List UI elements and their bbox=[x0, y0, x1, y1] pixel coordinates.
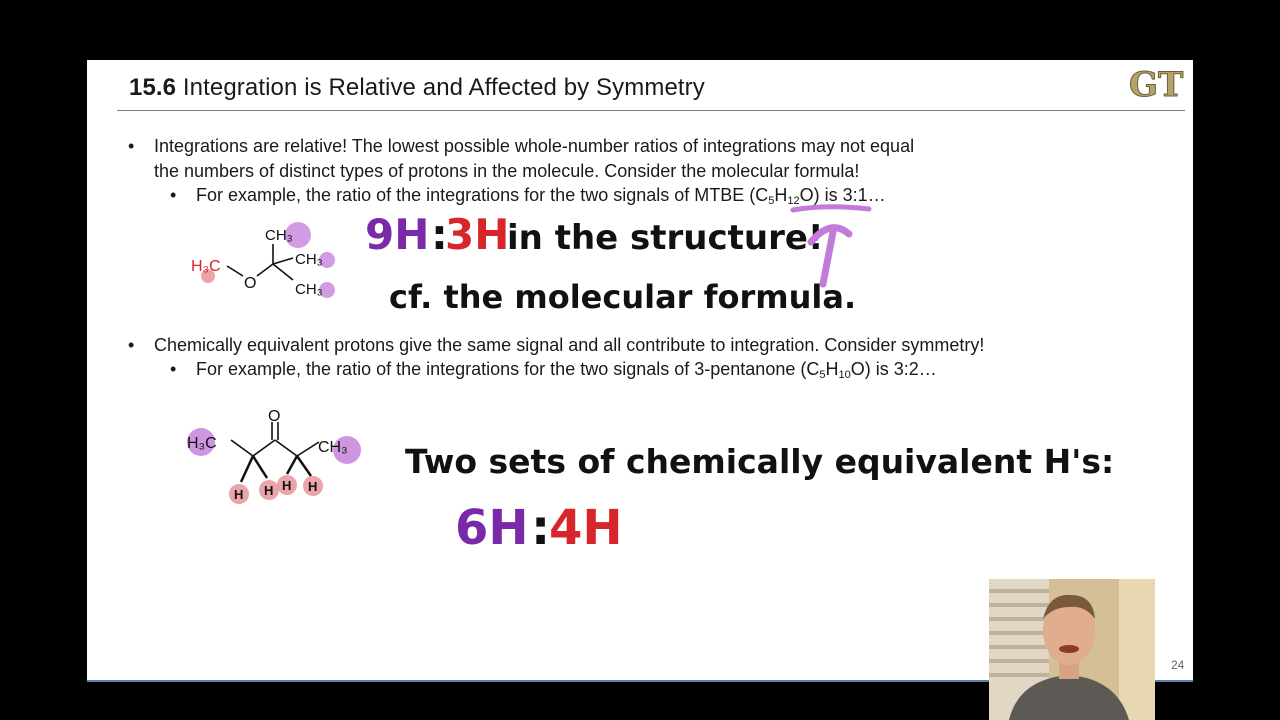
pentanone-h-2: H bbox=[264, 483, 274, 498]
annotation-3h: 3H bbox=[445, 210, 510, 259]
mtbe-structure bbox=[185, 218, 345, 306]
bullet-2-line1: Chemically equivalent protons give the same signal and all contribute to integration. Consider symmetry! bbox=[154, 335, 985, 355]
annotation-colon-1: : bbox=[431, 210, 448, 259]
title-text: Integration is Relative and Affected by Symmetry bbox=[182, 74, 705, 101]
arrow-annotation bbox=[787, 198, 877, 293]
bullet-dot: • bbox=[128, 335, 135, 355]
bullet-dot: • bbox=[170, 359, 177, 379]
mtbe-ch3-top: CH₃ bbox=[265, 227, 293, 244]
bullet-1-line2: the numbers of distinct types of protons in the molecule. Consider the molecular formula! bbox=[154, 161, 860, 181]
pentanone-h-1: H bbox=[234, 487, 244, 502]
gt-logo bbox=[1127, 63, 1191, 103]
pentanone-ch3: CH₃ bbox=[318, 439, 348, 456]
bullet-dot: • bbox=[170, 185, 177, 205]
bullet-2-sub: • For example, the ratio of the integrations for the two signals of 3-pentanone $(C_5H_{10}O)$ is 3:2… bbox=[170, 359, 937, 381]
title-divider bbox=[117, 110, 1185, 111]
annotation-structure: in the structure! bbox=[507, 218, 824, 258]
page-number: 24 bbox=[1171, 658, 1185, 672]
mtbe-o-label: O bbox=[244, 275, 257, 292]
bullet-1 bbox=[128, 134, 915, 184]
pentanone-h-4: H bbox=[308, 479, 318, 494]
annotation-colon-2: : bbox=[531, 500, 551, 556]
logo-text: GT bbox=[1129, 65, 1184, 103]
mtbe-h3c-label: H₃C bbox=[191, 258, 221, 275]
pentanone-structure bbox=[183, 408, 373, 518]
bullet-1-line1: Integrations are relative! The lowest possible whole-number ratios of integrations may not equal bbox=[154, 136, 915, 156]
webcam-overlay bbox=[989, 579, 1155, 720]
bullet-1-sub: • For example, the ratio of the integrations for the two signals of MTBE $(C_5H_{12}O)$ is 3:1… bbox=[170, 185, 886, 207]
section-number: 15.6 bbox=[129, 74, 177, 101]
annotation-9h: 9H bbox=[365, 210, 430, 259]
annotation-cf: cf. the molecular formula. bbox=[389, 278, 857, 316]
mtbe-ch3-mid: CH₃ bbox=[295, 251, 323, 268]
annotation-two-sets: Two sets of chemically equivalent H's: bbox=[405, 442, 1115, 481]
bullet-2 bbox=[128, 333, 985, 358]
pentanone-h-3: H bbox=[282, 478, 292, 493]
annotation-6h: 6H bbox=[455, 500, 529, 556]
bullet-dot: • bbox=[128, 136, 135, 156]
presenter-video bbox=[989, 579, 1155, 720]
slide-title bbox=[129, 74, 1139, 106]
mtbe-ch3-bot: CH₃ bbox=[295, 281, 323, 298]
pentanone-h3c: H₃C bbox=[187, 435, 217, 452]
annotation-4h: 4H bbox=[549, 500, 623, 556]
pentanone-o: O bbox=[268, 408, 281, 425]
